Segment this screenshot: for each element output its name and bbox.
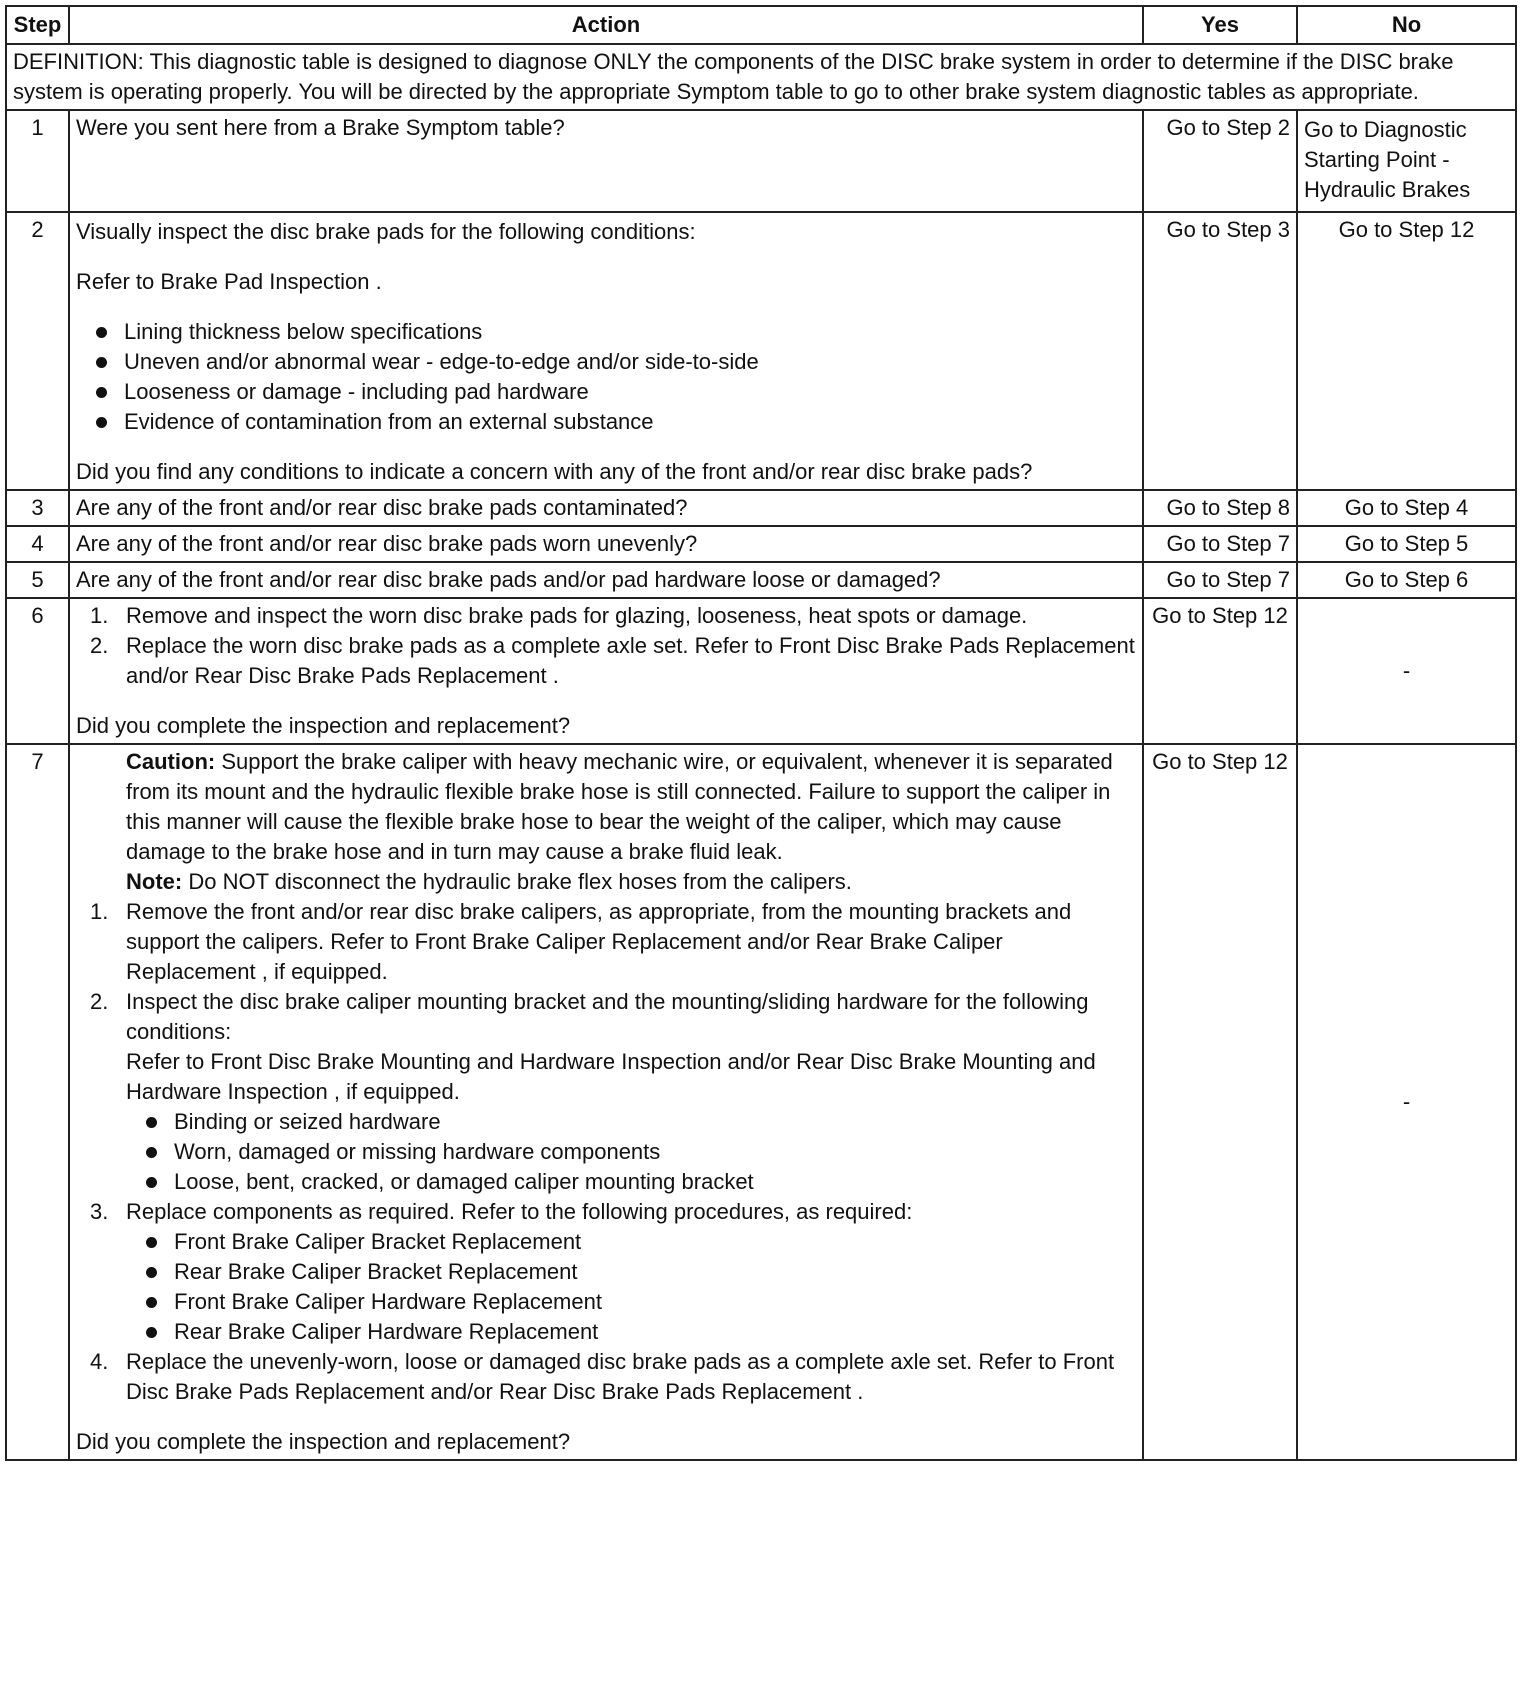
table-row [6,744,1516,1460]
list-item: 3. Replace components as required. Refer to the following procedures, as required: Front Brake Caliper Bracket Replacement Rear Brake Caliper Bracket Replacement Front Brake Caliper Hardware Replacement Rear Brake Caliper Hardware Replacement [76,1197,1136,1347]
table-row [6,562,1516,598]
step-number: 1 [6,110,69,212]
no-link: - [1297,744,1516,1460]
table-row [6,526,1516,562]
list-item: 2. Replace the worn disc brake pads as a complete axle set. Refer to Front Disc Brake Pads Replacement and/or Rear Disc Brake Pads Replacement . [90,633,1135,688]
yes-link[interactable]: Go to Step 8 [1143,490,1297,526]
no-link[interactable]: Go to Step 5 [1297,526,1516,562]
header-no: No [1297,6,1516,44]
table-row [6,212,1516,490]
caution-note: Caution: Support the brake caliper with heavy mechanic wire, or equivalent, whenever it is separated from its mount and the hydraulic flexible brake hose is still connected. Failure to support the caliper in this manner will cause the flexible brake hose to bear the weight of the caliper, which may cause damage to the brake hose and in turn may cause a brake fluid leak. [126,749,1113,864]
no-link[interactable]: Go to Step 6 [1297,562,1516,598]
step-number: 4 [6,526,69,562]
procedure-link[interactable]: Front Brake Caliper Bracket Replacement [144,1227,1136,1257]
no-link[interactable]: Go to Step 12 [1297,212,1516,490]
list-item: Loose, bent, cracked, or damaged caliper mounting bracket [144,1167,1136,1197]
question-text: Did you complete the inspection and replacement? [76,713,571,738]
definition-row [6,44,1516,110]
list-item: Uneven and/or abnormal wear - edge-to-edge and/or side-to-side [94,347,1136,377]
table-row [6,110,1516,212]
question-text: Are any of the front and/or rear disc brake pads worn unevenly? [69,526,1143,562]
list-item: 2. Inspect the disc brake caliper mounting bracket and the mounting/sliding hardware for the following conditions: Refer to Front Disc Brake Mounting and Hardware Inspection and/or Rear Disc Brake Mounting and Hardware Inspection , if equipped. Binding or seized hardware Worn, damaged or missing hardware components Loose, bent, cracked, or damaged caliper mounting bracket [76,987,1136,1197]
no-link[interactable]: Go to Step 4 [1297,490,1516,526]
question-text: Did you complete the inspection and replacement? [76,1429,571,1454]
step-number: 3 [6,490,69,526]
no-link: - [1297,598,1516,744]
action-cell [69,744,1143,1460]
procedure-link[interactable]: Rear Brake Caliper Hardware Replacement [144,1317,1136,1347]
diagnostic-table [5,5,1517,1461]
header-row [6,6,1516,44]
yes-link[interactable]: Go to Step 12 [1143,744,1297,1460]
list-item: Worn, damaged or missing hardware components [144,1137,1136,1167]
procedure-link[interactable]: Rear Brake Caliper Bracket Replacement [144,1257,1136,1287]
condition-list [76,317,1136,437]
yes-link[interactable]: Go to Step 7 [1143,562,1297,598]
list-item: Looseness or damage - including pad hardware [94,377,1136,407]
question-text: Are any of the front and/or rear disc brake pads and/or pad hardware loose or damaged? [69,562,1143,598]
question-text: Did you find any conditions to indicate a concern with any of the front and/or rear disc brake pads? [76,459,1033,484]
header-yes: Yes [1143,6,1297,44]
instruction-text: Visually inspect the disc brake pads for the following conditions: [76,219,696,244]
condition-list [126,1107,1136,1197]
table-row [6,490,1516,526]
question-text: Were you sent here from a Brake Symptom table? [76,115,565,140]
question-text: Are any of the front and/or rear disc brake pads contaminated? [69,490,1143,526]
procedure-list [76,897,1136,1407]
header-step: Step [6,6,69,44]
yes-link[interactable]: Go to Step 7 [1143,526,1297,562]
action-cell [69,110,1143,212]
list-item: 1. Remove and inspect the worn disc brake pads for glazing, looseness, heat spots or damage. [90,603,1028,628]
definition-text: DEFINITION: This diagnostic table is designed to diagnose ONLY the components of the DISC brake system in order to determine if the DISC brake system is operating properly. You will be directed by the appropriate Symptom table to go to other brake system diagnostic tables as appropriate. [6,44,1516,110]
yes-link[interactable]: Go to Step 2 [1143,110,1297,212]
list-item: Binding or seized hardware [144,1107,1136,1137]
action-cell [69,598,1143,744]
note-text: Note: Do NOT disconnect the hydraulic brake flex hoses from the calipers. [126,869,852,894]
procedure-links [126,1227,1136,1347]
list-item: 1. Remove the front and/or rear disc brake calipers, as appropriate, from the mounting brackets and support the calipers. Refer to Front Brake Caliper Replacement and/or Rear Brake Caliper Replacement , if equipped. [90,899,1072,984]
table-row [6,598,1516,744]
reference-link[interactable]: Refer to Front Disc Brake Mounting and Hardware Inspection and/or Rear Disc Brake Mounting and Hardware Inspection , if equipped. [126,1049,1096,1104]
step-number: 5 [6,562,69,598]
yes-link[interactable]: Go to Step 12 [1143,598,1297,744]
step-number: 2 [6,212,69,490]
yes-link[interactable]: Go to Step 3 [1143,212,1297,490]
list-item: Lining thickness below specifications [94,317,1136,347]
list-item: Evidence of contamination from an external substance [94,407,1136,437]
header-action: Action [69,6,1143,44]
action-cell [69,212,1143,490]
step-number: 7 [6,744,69,1460]
list-item: 4. Replace the unevenly-worn, loose or damaged disc brake pads as a complete axle set. Refer to Front Disc Brake Pads Replacement and/or Rear Disc Brake Pads Replacement . [90,1349,1115,1404]
procedure-list [76,601,1136,691]
reference-link[interactable]: Refer to Brake Pad Inspection . [76,269,382,294]
step-number: 6 [6,598,69,744]
procedure-link[interactable]: Front Brake Caliper Hardware Replacement [144,1287,1136,1317]
no-link[interactable]: Go to Diagnostic Starting Point - Hydraulic Brakes [1297,110,1516,212]
